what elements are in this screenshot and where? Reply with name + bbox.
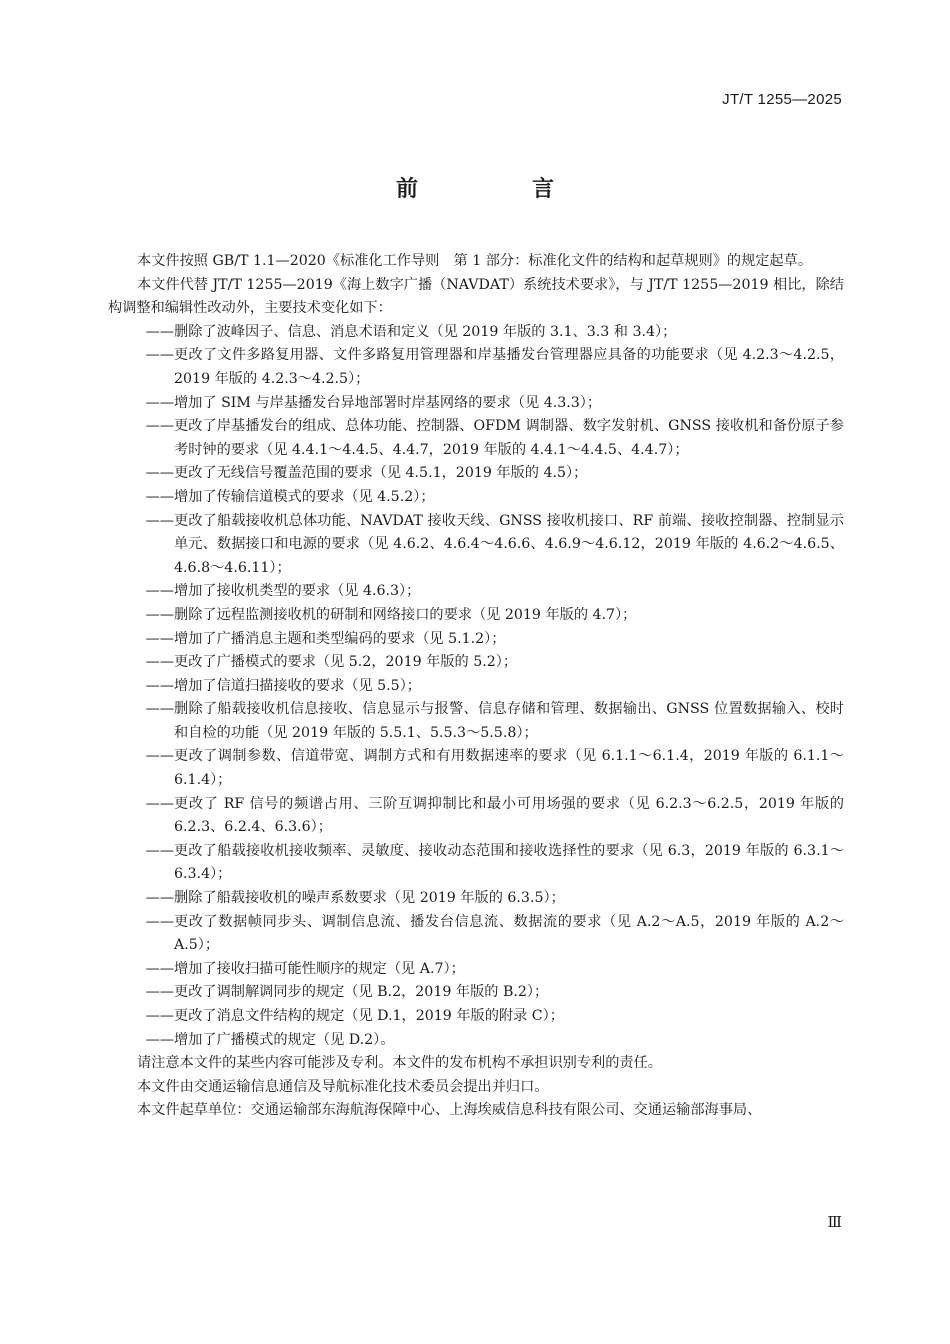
change-item-text: 更改了文件多路复用器、文件多路复用管理器和岸基播发台管理器应具备的功能要求（见 4.2.3～4.2.5，2019 年版的 4.2.3～4.2.5）； <box>174 347 844 387</box>
change-item <box>108 840 844 887</box>
change-item-text: 增加了 SIM 与岸基播发台异地部署时岸基网络的要求（见 4.3.3）； <box>174 394 602 411</box>
change-item-text: 更改了船载接收机总体功能、NAVDAT 接收天线、GNSS 接收机接口、RF 前端、接收控制器、控制显示单元、数据接口和电源的要求（见 4.6.2、4.6.4～4.6.6、4.6.9～4.6.12，2019 年版的 4.6.2～4.6.5、4.6.8～4.6.11）； <box>174 512 844 576</box>
dash-marker: —— <box>145 960 174 977</box>
page-title: 前 言 <box>395 177 600 202</box>
intro-paragraph: 本文件代替 JT/T 1255—2019《海上数字广播（NAVDAT）系统技术要求》，与 JT/T 1255—2019 相比，除结构调整和编辑性改动外，主要技术变化如下： <box>108 276 844 317</box>
closing-paragraph: 本文件由交通运输信息通信及导航标准化技术委员会提出并归口。 <box>137 1078 549 1095</box>
dash-marker: —— <box>145 654 174 671</box>
closing-paragraph: 请注意本文件的某些内容可能涉及专利。本文件的发布机构不承担识别专利的责任。 <box>137 1055 662 1072</box>
change-item-text: 更改了 RF 信号的频谱占用、三阶互调抑制比和最小可用场强的要求（见 6.2.3～6.2.5，2019 年版的 6.2.3、6.2.4、6.3.6）； <box>174 795 844 836</box>
dash-marker: —— <box>145 488 174 505</box>
dash-marker: —— <box>145 418 174 435</box>
change-item <box>108 604 844 628</box>
change-item <box>108 580 844 604</box>
change-item <box>108 981 844 1005</box>
intro-paragraph: 本文件按照 GB/T 1.1—2020《标准化工作导则 第 1 部分：标准化文件的结构和起草规则》的规定起草。 <box>137 253 813 269</box>
change-item <box>108 344 844 391</box>
change-item <box>108 321 844 345</box>
dash-marker: —— <box>145 795 174 812</box>
change-item-text: 更改了调制参数、信道带宽、调制方式和有用数据速率的要求（见 6.1.1～6.1.4，2019 年版的 6.1.1～6.1.4）； <box>174 748 844 789</box>
change-item <box>108 651 844 675</box>
dash-marker: —— <box>145 347 174 364</box>
dash-marker: —— <box>145 842 174 859</box>
change-item-text: 增加了接收机类型的要求（见 4.6.3）； <box>174 583 421 600</box>
change-item <box>108 698 844 745</box>
change-item-text: 更改了数据帧同步头、调制信息流、播发台信息流、数据流的要求（见 A.2～A.5，2019 年版的 A.2～A.5）； <box>174 913 844 954</box>
dash-marker: —— <box>145 677 174 694</box>
change-item <box>108 1005 844 1029</box>
change-item-text: 更改了调制解调同步的规定（见 B.2，2019 年版的 B.2）； <box>174 984 549 1001</box>
change-list <box>108 321 844 1052</box>
closing-paragraph: 本文件起草单位：交通运输部东海航海保障中心、上海埃威信息科技有限公司、交通运输部海事局、 <box>137 1102 762 1119</box>
dash-marker: —— <box>145 630 174 647</box>
change-item <box>108 793 844 840</box>
dash-marker: —— <box>145 394 174 411</box>
change-item <box>108 392 844 416</box>
dash-marker: —— <box>145 748 174 765</box>
document-code: JT/T 1255—2025 <box>722 91 842 108</box>
dash-marker: —— <box>145 1031 174 1048</box>
change-item-text: 更改了消息文件结构的规定（见 D.1，2019 年版的附录 C）； <box>174 1008 564 1024</box>
change-item-text: 删除了船载接收机的噪声系数要求（见 2019 年版的 6.3.5）； <box>174 890 565 907</box>
change-item <box>108 911 844 958</box>
dash-marker: —— <box>145 323 174 340</box>
change-item <box>108 675 844 699</box>
change-item-text: 增加了传输信道模式的要求（见 4.5.2）； <box>174 488 435 505</box>
change-item-text: 增加了广播模式的规定（见 D.2）。 <box>174 1031 395 1048</box>
foreword-body <box>108 250 844 1123</box>
change-item-text: 更改了广播模式的要求（见 5.2，2019 年版的 5.2）； <box>174 654 518 671</box>
change-item <box>108 510 844 581</box>
change-item <box>108 415 844 462</box>
change-item <box>108 1029 844 1053</box>
change-item-text: 删除了船载接收机信息接收、信息显示与报警、信息存储和管理、数据输出、GNSS 位置数据输入、校时和自检的功能（见 2019 年版的 5.5.1、5.5.3～5.5.8）； <box>174 701 844 741</box>
change-item-text: 删除了远程监测接收机的研制和网络接口的要求（见 2019 年版的 4.7）； <box>174 606 637 623</box>
change-item-text: 删除了波峰因子、信息、消息术语和定义（见 2019 年版的 3.1、3.3 和 3.4）； <box>174 323 677 340</box>
change-item-text: 更改了无线信号覆盖范围的要求（见 4.5.1，2019 年版的 4.5）； <box>174 465 588 482</box>
change-item-text: 增加了信道扫描接收的要求（见 5.5）； <box>174 677 421 694</box>
change-item-text: 增加了接收扫描可能性顺序的规定（见 A.7）； <box>174 960 465 977</box>
dash-marker: —— <box>145 606 174 623</box>
change-item-text: 更改了船载接收机接收频率、灵敏度、接收动态范围和接收选择性的要求（见 6.3，2019 年版的 6.3.1～6.3.4）； <box>174 842 844 883</box>
dash-marker: —— <box>145 913 174 930</box>
dash-marker: —— <box>145 984 174 1001</box>
change-item-text: 增加了广播消息主题和类型编码的要求（见 5.1.2）； <box>174 630 506 647</box>
page-number: Ⅲ <box>827 1213 842 1231</box>
change-item-text: 更改了岸基播发台的组成、总体功能、控制器、OFDM 调制器、数字发射机、GNSS 接收机和备份原子参考时钟的要求（见 4.4.1～4.4.5、4.4.7，2019 年版的 4.4.1～4.4.5、4.4.7）； <box>174 418 844 458</box>
change-item <box>108 887 844 911</box>
dash-marker: —— <box>145 583 174 600</box>
change-item <box>108 745 844 792</box>
change-item <box>108 462 844 486</box>
dash-marker: —— <box>145 512 174 529</box>
change-item <box>108 628 844 652</box>
dash-marker: —— <box>145 890 174 907</box>
dash-marker: —— <box>145 701 174 718</box>
change-item <box>108 958 844 982</box>
dash-marker: —— <box>145 1008 174 1024</box>
dash-marker: —— <box>145 465 174 482</box>
change-item <box>108 486 844 510</box>
